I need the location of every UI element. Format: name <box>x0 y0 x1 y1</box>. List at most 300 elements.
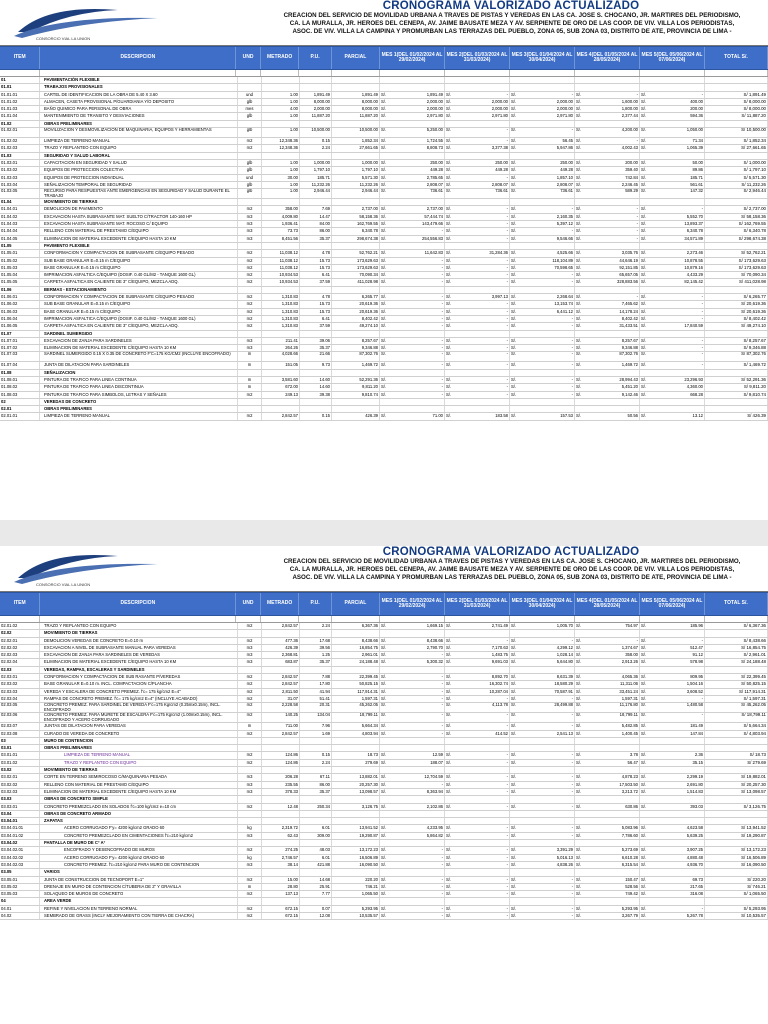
empty-cell <box>332 898 380 904</box>
currency-symbol: S/. <box>446 294 452 300</box>
metrado: 31.07 <box>262 696 300 702</box>
month-1-amount <box>380 645 445 651</box>
month-value: 589.29 <box>625 189 638 194</box>
empty-cell <box>445 898 510 904</box>
currency-symbol: S/. <box>641 652 647 658</box>
empty-cell <box>238 745 262 751</box>
currency-symbol: S/. <box>576 376 582 382</box>
month-3-amount <box>510 377 575 383</box>
month-5-amount <box>640 258 705 264</box>
col-item: ITEM <box>0 593 40 615</box>
empty-cell <box>640 287 705 293</box>
month-value: - <box>506 854 508 860</box>
month-2-amount <box>445 877 510 883</box>
currency-symbol: S/. <box>446 167 452 173</box>
item-code: 03.04.01 <box>0 818 40 824</box>
month-value: 5,250.00 <box>426 128 443 133</box>
currency-symbol: S/. <box>511 713 517 718</box>
empty-cell <box>262 370 300 376</box>
metrado: 11,038.12 <box>262 250 300 256</box>
currency-symbol: S/. <box>576 912 582 918</box>
month-value: - <box>506 912 508 918</box>
currency-symbol: S/. <box>446 912 452 918</box>
item-code: 02.03.08 <box>0 731 40 737</box>
month-2-amount <box>445 913 510 919</box>
month-1-amount <box>380 294 445 300</box>
item-description: MOVIMIENTO DE TIERRAS <box>40 630 238 636</box>
month-1-amount <box>380 752 445 758</box>
month-2-amount <box>445 113 510 119</box>
unit: glb <box>238 160 262 166</box>
empty-cell <box>575 331 640 337</box>
item-description: MOVIMIENTO DE TIERRAS <box>40 767 238 773</box>
currency-symbol: S/. <box>641 308 647 314</box>
month-value: - <box>506 891 508 897</box>
row-total: S/ 11,232.26 <box>705 182 768 188</box>
currency-symbol: S/. <box>511 91 517 97</box>
currency-symbol: S/. <box>381 688 387 694</box>
table-row <box>0 752 768 759</box>
month-1-amount <box>380 228 445 234</box>
month-4-amount <box>575 855 640 861</box>
month-value: - <box>506 832 508 838</box>
currency-symbol: S/. <box>511 98 517 104</box>
unit-price: 0.15 <box>300 413 332 419</box>
item-description: EXCAVACION DE ZANJA PARA SARDINELES <box>40 338 238 344</box>
parcial: 10,535.57 <box>332 913 380 919</box>
currency-symbol: S/. <box>576 128 582 133</box>
month-3-amount <box>510 713 575 722</box>
item-description: SEGURIDAD Y SALUD LABORAL <box>40 153 238 159</box>
month-value: - <box>506 91 508 97</box>
currency-symbol: S/. <box>381 652 387 658</box>
item-code: 02.03.07 <box>0 723 40 729</box>
currency-symbol: S/. <box>576 681 582 687</box>
unit-price: 250.34 <box>300 804 332 810</box>
month-value: 8,257.67 <box>621 337 638 343</box>
month-value: 1,800.00 <box>621 106 638 112</box>
empty-cell <box>510 287 575 293</box>
metrado: 711.00 <box>262 723 300 729</box>
month-value: - <box>701 905 703 911</box>
currency-symbol: S/. <box>641 91 647 97</box>
table-row <box>0 789 768 796</box>
unit-price: 309.00 <box>300 833 332 839</box>
item-code: 02.02.04 <box>0 659 40 665</box>
metrado: 1.00 <box>262 182 300 188</box>
empty-cell <box>575 243 640 249</box>
empty-cell <box>640 898 705 904</box>
month-value: - <box>636 221 638 227</box>
month-value: 2,102.86 <box>426 803 443 809</box>
month-1-amount <box>380 906 445 912</box>
currency-symbol: S/. <box>381 323 387 329</box>
parcial: 6,340.78 <box>332 228 380 234</box>
unit: m3 <box>238 236 262 242</box>
item-code: 03.02.03 <box>0 789 40 795</box>
parcial: 52,291.36 <box>332 377 380 383</box>
metrado: 2,368.81 <box>262 652 300 658</box>
currency-symbol: S/. <box>576 861 582 867</box>
month-value: 13.12 <box>692 413 703 419</box>
empty-cell <box>575 898 640 904</box>
month-value: 188.07 <box>430 759 443 765</box>
parcial: 11,887.20 <box>332 113 380 119</box>
unit-price: 35.37 <box>300 659 332 665</box>
parcial: 426.39 <box>332 413 380 419</box>
currency-symbol: S/. <box>511 652 517 658</box>
month-value: - <box>571 759 573 765</box>
month-value: 8,363.94 <box>426 788 443 794</box>
item-code: 01.01.03 <box>0 106 40 112</box>
currency-symbol: S/. <box>446 723 452 729</box>
empty-cell <box>705 121 768 127</box>
parcial: 9,811.20 <box>332 384 380 390</box>
empty-cell <box>380 767 445 773</box>
month-value: 6,340.78 <box>686 228 703 234</box>
empty-cell <box>380 370 445 376</box>
item-description: OBRAS PRELIMINARES <box>40 406 238 412</box>
currency-symbol: S/. <box>446 703 452 708</box>
item-code: 01.02 <box>0 121 40 127</box>
month-value: - <box>571 876 573 882</box>
month-4-amount <box>575 731 640 737</box>
month-5-amount <box>640 652 705 658</box>
item-code: 01.02.02 <box>0 138 40 144</box>
month-2-amount <box>445 847 510 853</box>
month-value: - <box>571 362 573 368</box>
parcial: 5,293.95 <box>332 906 380 912</box>
month-2-amount <box>445 352 510 361</box>
item-code: 01.03.03 <box>0 175 40 181</box>
currency-symbol: S/. <box>576 752 582 758</box>
item-description: CARPETA ASFALTICA EN CALIENTE DE 3" C/EQUIPO, MEZCLA ADQ. <box>40 279 238 285</box>
table-row <box>0 338 768 345</box>
parcial: 13,882.01 <box>332 774 380 780</box>
month-2-amount <box>445 713 510 722</box>
month-value: - <box>571 315 573 321</box>
parcial: 279.69 <box>332 760 380 766</box>
month-value: 12,704.59 <box>424 774 443 780</box>
month-value: 28,994.43 <box>619 376 638 382</box>
item-description: ACERO CORRUGADO F'y= 4200 kg/cm2 GRADO 60 <box>40 855 238 861</box>
unit-price: 37.59 <box>300 323 332 329</box>
unit-price: 1.25 <box>300 652 332 658</box>
currency-symbol: S/. <box>641 315 647 321</box>
month-1-amount <box>380 113 445 119</box>
month-5-amount <box>640 681 705 687</box>
empty-cell <box>705 84 768 90</box>
empty-cell <box>445 287 510 293</box>
empty-cell <box>640 767 705 773</box>
month-value: - <box>506 279 508 285</box>
currency-symbol: S/. <box>576 228 582 234</box>
month-4-amount <box>575 301 640 307</box>
parcial: 20,619.36 <box>332 301 380 307</box>
currency-symbol: S/. <box>446 674 452 680</box>
month-value: 183.58 <box>495 413 508 419</box>
currency-symbol: S/. <box>446 174 452 180</box>
month-1-amount <box>380 723 445 729</box>
unit: kg <box>238 825 262 831</box>
empty-cell <box>640 840 705 846</box>
month-value: - <box>571 345 573 351</box>
section-row <box>0 243 768 250</box>
currency-symbol: S/. <box>446 181 452 187</box>
currency-symbol: S/. <box>446 803 452 809</box>
month-value: 118,104.89 <box>552 257 573 263</box>
month-value: 2.36 <box>694 752 703 758</box>
item-description: CARTEL DE IDENTIFICACION DE LA OBRA DE 5.40 X 3.60 <box>40 92 238 98</box>
unit-price: 2.24 <box>300 760 332 766</box>
month-value: - <box>571 752 573 758</box>
item-code: 02.03.01 <box>0 674 40 680</box>
month-value: 17,840.59 <box>684 323 703 329</box>
month-3-amount <box>510 92 575 98</box>
parcial: 24,188.48 <box>332 659 380 665</box>
unit-price: 15.73 <box>300 309 332 315</box>
month-value: 150.47 <box>625 876 638 882</box>
item-code: 01.01 <box>0 84 40 90</box>
item-description: PAVIMENTACIÓN FLEXIBLE <box>40 77 238 83</box>
metrado: 1.00 <box>262 92 300 98</box>
empty-cell <box>445 745 510 751</box>
month-value: - <box>441 703 443 708</box>
month-value: 1,028.14 <box>556 652 573 658</box>
month-3-amount <box>510 189 575 198</box>
month-value: 754.97 <box>625 623 638 628</box>
table-row <box>0 623 768 630</box>
currency-symbol: S/. <box>576 91 582 97</box>
currency-symbol: S/. <box>381 912 387 918</box>
unit: m2 <box>238 250 262 256</box>
table-row <box>0 167 768 174</box>
month-5-amount <box>640 825 705 831</box>
currency-symbol: S/. <box>576 688 582 694</box>
month-5-amount <box>640 774 705 780</box>
month-value: 2,808.07 <box>556 181 573 187</box>
month-value: 3.78 <box>629 752 638 758</box>
unit: m <box>238 352 262 361</box>
month-3-amount <box>510 309 575 315</box>
empty-cell <box>300 199 332 205</box>
item-code: 03.04.01.02 <box>0 833 40 839</box>
company-logo <box>8 2 168 42</box>
parcial: 2,946.44 <box>332 189 380 198</box>
month-4-amount <box>575 99 640 105</box>
month-value: 2,160.35 <box>556 213 573 219</box>
month-1-amount <box>380 623 445 629</box>
item-code: 02.01.02 <box>0 623 40 629</box>
currency-symbol: S/. <box>446 391 452 397</box>
month-value: 5,083.96 <box>621 825 638 831</box>
item-code: 03.04.02.02 <box>0 855 40 861</box>
svg-text:CONSORCIO VIAL LA UNION: CONSORCIO VIAL LA UNION <box>36 582 91 587</box>
unit: m2 <box>238 294 262 300</box>
month-1-amount <box>380 689 445 695</box>
month-value: 34,571.89 <box>684 235 703 241</box>
month-value: - <box>571 781 573 787</box>
month-4-amount <box>575 145 640 151</box>
month-value: 2,808.07 <box>426 181 443 187</box>
row-total: S/ 279.69 <box>705 760 768 766</box>
table-row <box>0 106 768 113</box>
month-2-amount <box>445 674 510 680</box>
empty-cell <box>332 767 380 773</box>
month-value: - <box>441 723 443 729</box>
empty-cell <box>640 153 705 159</box>
empty-cell <box>238 406 262 412</box>
month-5-amount <box>640 352 705 361</box>
empty-cell <box>300 898 332 904</box>
month-value: 2,808.07 <box>491 181 508 187</box>
item-code: 03.05 <box>0 869 40 875</box>
month-value: - <box>571 788 573 794</box>
unit: m2 <box>238 760 262 766</box>
currency-symbol: S/. <box>446 250 452 256</box>
empty-cell <box>510 153 575 159</box>
empty-cell <box>575 77 640 83</box>
table-row <box>0 847 768 854</box>
month-value: 2,268.64 <box>556 294 573 300</box>
month-1-amount <box>380 236 445 242</box>
col-metrado: METRADO <box>261 593 299 615</box>
company-logo <box>8 548 168 588</box>
sheet-header <box>0 0 768 46</box>
month-value: - <box>441 730 443 736</box>
currency-symbol: S/. <box>381 189 387 194</box>
currency-symbol: S/. <box>446 113 452 119</box>
currency-symbol: S/. <box>381 674 387 680</box>
currency-symbol: S/. <box>511 752 517 758</box>
month-value: - <box>571 891 573 897</box>
month-value: 1,374.67 <box>621 644 638 650</box>
month-5-amount <box>640 294 705 300</box>
empty-cell <box>445 818 510 824</box>
month-4-amount <box>575 884 640 890</box>
currency-symbol: S/. <box>641 213 647 219</box>
unit-price: 35.37 <box>300 345 332 351</box>
metrado: 211.41 <box>262 338 300 344</box>
currency-symbol: S/. <box>576 294 582 300</box>
currency-symbol: S/. <box>511 362 517 368</box>
currency-symbol: S/. <box>446 264 452 270</box>
currency-symbol: S/. <box>641 279 647 285</box>
metrado: 2,319.72 <box>262 825 300 831</box>
empty-cell <box>640 818 705 824</box>
empty-cell <box>705 840 768 846</box>
item-description: SEÑALIZACION <box>40 370 238 376</box>
month-2-amount <box>445 265 510 271</box>
currency-symbol: S/. <box>641 644 647 650</box>
month-3-amount <box>510 855 575 861</box>
month-value: 71.34 <box>692 138 703 144</box>
month-value: - <box>636 213 638 219</box>
month-1-amount <box>380 175 445 181</box>
currency-symbol: S/. <box>446 644 452 650</box>
section-row <box>0 287 768 294</box>
table-row <box>0 345 768 352</box>
month-2-amount <box>445 182 510 188</box>
unit: m2 <box>238 674 262 680</box>
empty-cell <box>380 745 445 751</box>
item-code: 03.04.02 <box>0 840 40 846</box>
metrado: 2,746.57 <box>262 855 300 861</box>
unit-price: 8,000.00 <box>300 99 332 105</box>
row-total: S/ 8,000.00 <box>705 99 768 105</box>
item-code: 01.03.01 <box>0 160 40 166</box>
month-3-amount <box>510 877 575 883</box>
month-4-amount <box>575 182 640 188</box>
row-total: S/ 8,402.42 <box>705 316 768 322</box>
month-value: - <box>441 781 443 787</box>
item-description: CONFORMACION Y COMPACTACION DE SUB RASANTE P/VEREDAS <box>40 674 238 680</box>
month-value: - <box>506 264 508 270</box>
month-5-amount <box>640 713 705 722</box>
currency-symbol: S/. <box>381 825 387 831</box>
month-value: - <box>506 774 508 780</box>
currency-symbol: S/. <box>641 854 647 860</box>
unit-price: 2.24 <box>300 145 332 151</box>
month-5-amount <box>640 384 705 390</box>
month-value: 736.61 <box>430 189 443 194</box>
month-3-amount <box>510 160 575 166</box>
currency-symbol: S/. <box>511 674 517 680</box>
month-3-amount <box>510 279 575 285</box>
month-4-amount <box>575 228 640 234</box>
row-total: S/ 9,346.88 <box>705 345 768 351</box>
table-row <box>0 862 768 869</box>
month-2-amount <box>445 659 510 665</box>
item-code: 01.01.01 <box>0 92 40 98</box>
month-1-amount <box>380 825 445 831</box>
currency-symbol: S/. <box>511 832 517 838</box>
unit: m <box>238 723 262 729</box>
unit-price: 1,000.00 <box>300 160 332 166</box>
table-row <box>0 182 768 189</box>
month-3-amount <box>510 891 575 897</box>
month-5-amount <box>640 847 705 853</box>
month-2-amount <box>445 236 510 242</box>
parcial: 2,961.01 <box>332 652 380 658</box>
month-4-amount <box>575 160 640 166</box>
month-value: 1,065.39 <box>686 145 703 151</box>
month-2-amount <box>445 338 510 344</box>
month-5-amount <box>640 160 705 166</box>
empty-cell <box>705 243 768 249</box>
month-value: - <box>571 128 573 133</box>
currency-symbol: S/. <box>641 181 647 187</box>
row-total: S/ 16,090.50 <box>705 862 768 868</box>
currency-symbol: S/. <box>381 181 387 187</box>
currency-symbol: S/. <box>576 774 582 780</box>
table-row <box>0 258 768 265</box>
item-code: 03.05.01 <box>0 877 40 883</box>
empty-cell <box>380 406 445 412</box>
empty-cell <box>705 767 768 773</box>
currency-symbol: S/. <box>381 272 387 278</box>
month-2-amount <box>445 138 510 144</box>
month-value: 57,444.74 <box>424 213 443 219</box>
month-2-amount <box>445 645 510 651</box>
metrado: 2,842.57 <box>262 674 300 680</box>
currency-symbol: S/. <box>381 206 387 212</box>
section-row <box>0 869 768 876</box>
item-description: LIMPIEZA DE TERRENO MANUAL <box>40 138 238 144</box>
month-3-amount <box>510 825 575 831</box>
month-value: 7,465.62 <box>621 301 638 307</box>
empty-cell <box>705 287 768 293</box>
